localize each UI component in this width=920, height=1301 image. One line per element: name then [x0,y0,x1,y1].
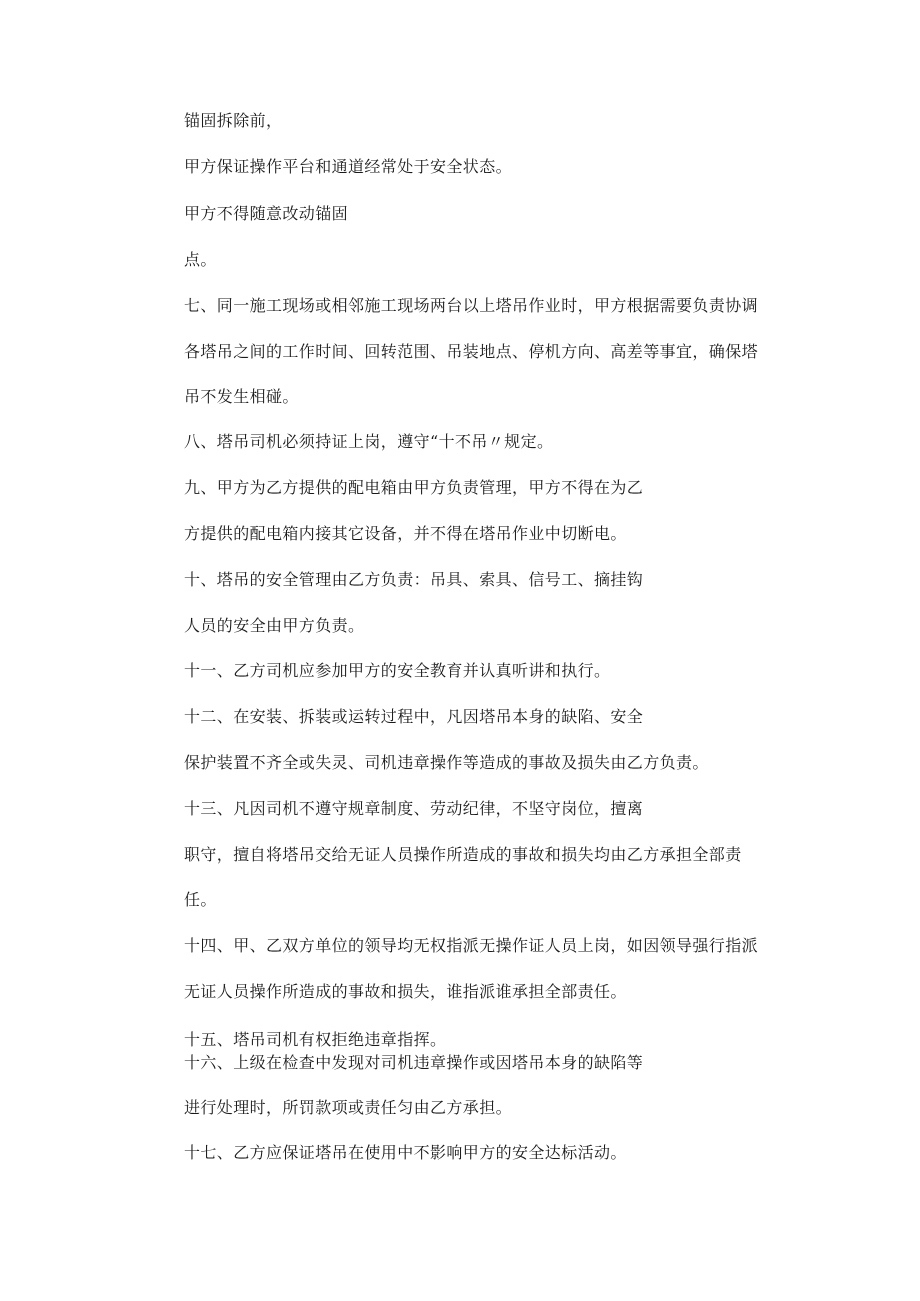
text-line: 职守，擅自将塔吊交给无证人员操作所造成的事故和损失均由乙方承担全部责 [184,845,742,864]
text-line: 八、塔吊司机必须持证上岗，遵守“十不吊〃规定。 [184,432,554,451]
text-line: 各塔吊之间的工作时间、回转范围、吊装地点、停机方向、高差等事宜，确保塔 [184,342,759,361]
text-line: 保护装置不齐全或失灵、司机违章操作等造成的事故及损失由乙方负责。 [184,753,709,772]
text-line: 十二、在安装、拆装或运转过程中，凡因塔吊本身的缺陷、安全 [184,707,644,726]
text-line: 吊不发生相碰。 [184,387,299,406]
text-line: 十四、甲、乙双方单位的领导均无权指派无操作证人员上岗，如因领导强行指派 [184,936,759,955]
text-line: 无证人员操作所造成的事故和损失，谁指派谁承担全部责任。 [184,982,627,1001]
text-line: 进行处理时，所罚款项或责任匀由乙方承担。 [184,1098,513,1117]
text-line: 十、塔吊的安全管理由乙方负责：吊具、索具、信号工、摘挂钩 [184,570,644,589]
text-line: 锚固拆除前， [184,111,283,130]
text-line: 十一、乙方司机应参加甲方的安全教育并认真听讲和执行。 [184,661,611,680]
text-line: 七、同一施工现场或相邻施工现场两台以上塔吊作业时，甲方根据需要负责协调 [184,296,759,315]
text-line: 人员的安全由甲方负责。 [184,616,365,635]
text-line: 甲方保证操作平台和通道经常处于安全状态。 [184,157,513,176]
text-line: 十七、乙方应保证塔吊在使用中不影响甲方的安全达标活动。 [184,1143,627,1162]
text-line: 方提供的配电箱内接其它设备，并不得在塔吊作业中切断电。 [184,524,627,543]
text-line: 十六、上级在检查中发现对司机违章操作或因塔吊本身的缺陷等 [184,1053,644,1072]
text-line: 十五、塔吊司机有权拒绝违章指挥。 [184,1030,447,1049]
text-line: 九、甲方为乙方提供的配电箱由甲方负责管理，甲方不得在为乙 [184,478,644,497]
text-line: 点。 [184,250,217,269]
text-line: 十三、凡因司机不遵守规章制度、劳动纪律，不坚守岗位，擅离 [184,799,644,818]
text-line: 任。 [184,890,217,909]
text-line: 甲方不得随意改动锚固 [184,204,349,223]
